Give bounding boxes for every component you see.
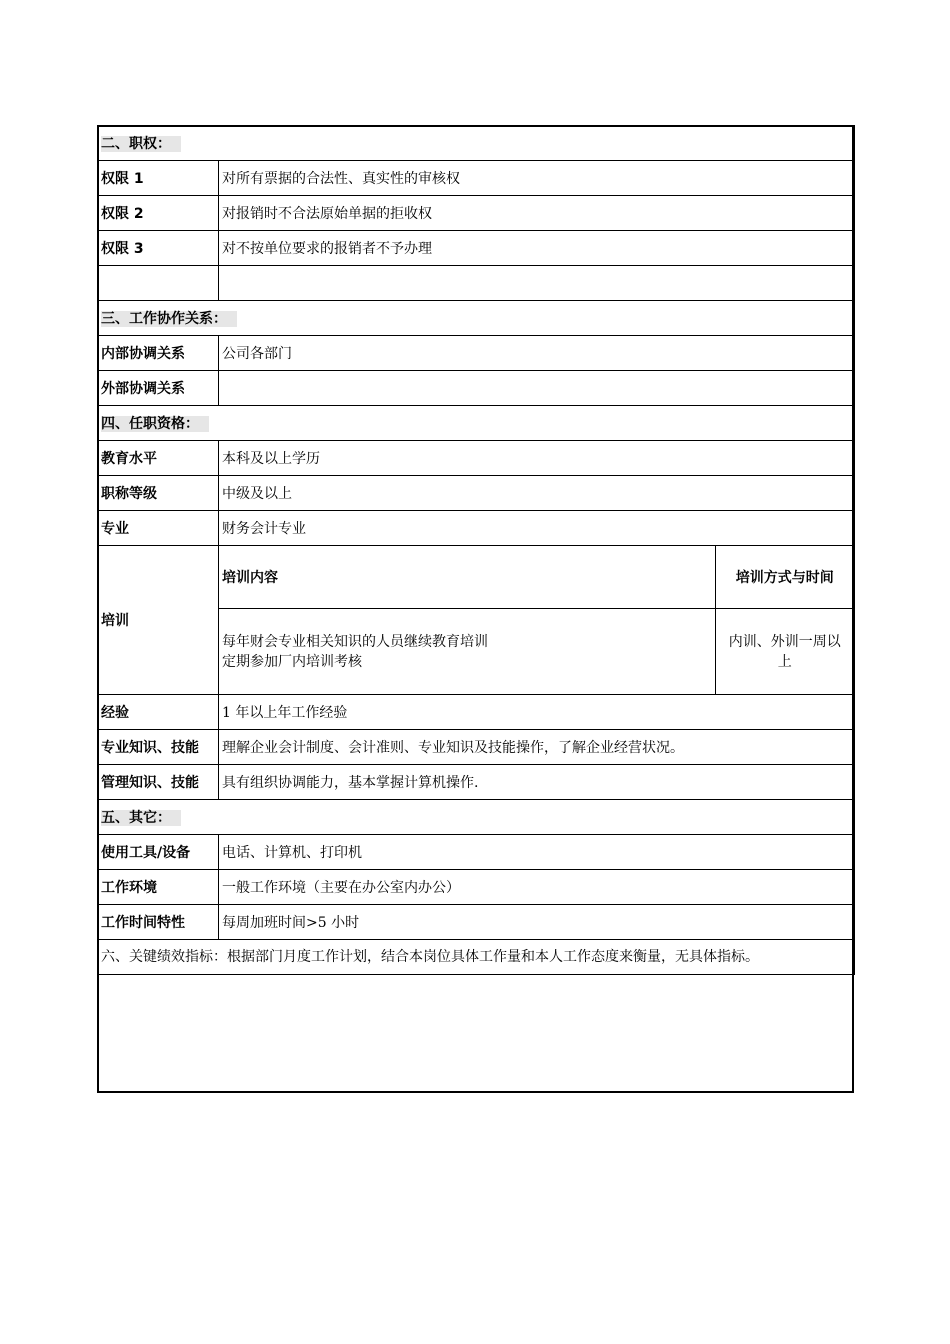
authority-value-empty (219, 266, 855, 301)
section-authority-header-row (98, 126, 855, 161)
major-value: 财务会计专业 (219, 511, 855, 546)
tools-value: 电话、计算机、打印机 (219, 835, 855, 870)
training-content-line-2: 定期参加厂内培训考核 (222, 653, 362, 670)
major-label: 专业 (98, 511, 219, 546)
education-label: 教育水平 (98, 441, 219, 476)
authority-row-1 (98, 161, 855, 196)
pro-skill-label: 专业知识、技能 (98, 730, 219, 765)
training-body-row (219, 609, 854, 694)
tools-row (98, 835, 855, 870)
section-authority-title: 二、职权： (98, 126, 855, 161)
education-value: 本科及以上学历 (219, 441, 855, 476)
training-row (98, 546, 855, 695)
environment-row (98, 870, 855, 905)
external-relation-row (98, 371, 855, 406)
authority-row-2 (98, 196, 855, 231)
authority-value-2: 对报销时不合法原始单据的拒收权 (219, 196, 855, 231)
training-cell (219, 546, 855, 695)
training-content-value (219, 609, 715, 694)
training-method-line-1: 内训、外训一周以 (728, 633, 841, 650)
section-other-header-row (98, 800, 855, 835)
pro-skill-value: 理解企业会计制度、会计准则、专业知识及技能操作，了解企业经营状况。 (219, 730, 855, 765)
pro-skill-row (98, 730, 855, 765)
authority-row-empty (98, 266, 855, 301)
title-level-label: 职称等级 (98, 476, 219, 511)
job-description-table (97, 125, 855, 975)
mgmt-skill-row (98, 765, 855, 800)
work-time-row (98, 905, 855, 940)
section-cooperation-header-row (98, 301, 855, 336)
authority-value-1: 对所有票据的合法性、真实性的审核权 (219, 161, 855, 196)
education-row (98, 441, 855, 476)
training-method-line-2: 上 (777, 653, 792, 670)
training-method-header: 培训方式与时间 (715, 546, 854, 609)
mgmt-skill-value: 具有组织协调能力，基本掌握计算机操作. (219, 765, 855, 800)
major-row (98, 511, 855, 546)
training-label: 培训 (98, 546, 219, 695)
section-other-title: 五、其它： (98, 800, 855, 835)
section-qualification-title: 四、任职资格： (98, 406, 855, 441)
section-cooperation-title: 三、工作协作关系： (98, 301, 855, 336)
job-description-sheet (97, 125, 854, 975)
mgmt-skill-label: 管理知识、技能 (98, 765, 219, 800)
internal-relation-label: 内部协调关系 (98, 336, 219, 371)
authority-value-3: 对不按单位要求的报销者不予办理 (219, 231, 855, 266)
training-header-row (219, 546, 854, 609)
work-time-value: 每周加班时间>5 小时 (219, 905, 855, 940)
title-level-value: 中级及以上 (219, 476, 855, 511)
section-qualification-header-row (98, 406, 855, 441)
external-relation-label: 外部协调关系 (98, 371, 219, 406)
authority-label-2: 权限 2 (98, 196, 219, 231)
training-content-line-1: 每年财会专业相关知识的人员继续教育培训 (222, 633, 488, 650)
kpi-text: 六、关键绩效指标：根据部门月度工作计划，结合本岗位具体工作量和本人工作态度来衡量，无具体指标。 (98, 940, 855, 975)
work-time-label: 工作时间特性 (98, 905, 219, 940)
training-content-header: 培训内容 (219, 546, 715, 609)
experience-value: 1 年以上年工作经验 (219, 695, 855, 730)
kpi-row (98, 940, 855, 975)
authority-label-1: 权限 1 (98, 161, 219, 196)
tools-label: 使用工具/设备 (98, 835, 219, 870)
training-method-value (715, 609, 854, 694)
training-subtable (219, 546, 854, 694)
experience-label: 经验 (98, 695, 219, 730)
environment-value: 一般工作环境（主要在办公室内办公） (219, 870, 855, 905)
authority-label-empty (98, 266, 219, 301)
internal-relation-row (98, 336, 855, 371)
title-level-row (98, 476, 855, 511)
external-relation-value (219, 371, 855, 406)
internal-relation-value: 公司各部门 (219, 336, 855, 371)
authority-label-3: 权限 3 (98, 231, 219, 266)
environment-label: 工作环境 (98, 870, 219, 905)
authority-row-3 (98, 231, 855, 266)
experience-row (98, 695, 855, 730)
